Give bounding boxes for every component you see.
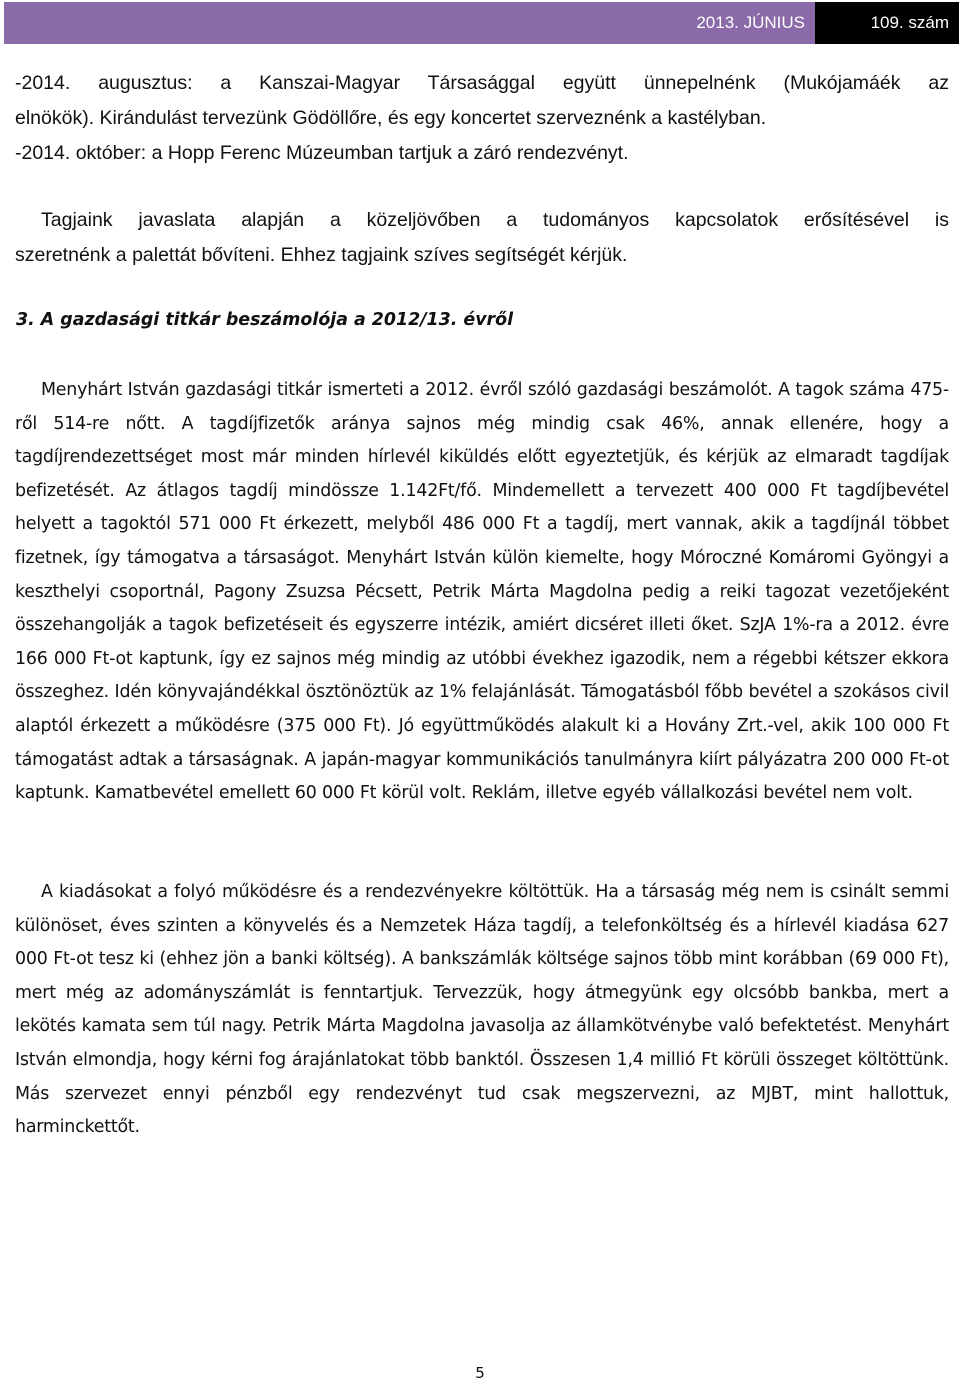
event-line-october: -2014. október: a Hopp Ferenc Múzeumban tartjuk a záró rendezvényt. bbox=[15, 142, 629, 164]
event-line-august: -2014. augusztus: a Kanszai-Magyar Társasággal együtt ünnepelnénk (Mukójamáék az bbox=[15, 72, 949, 94]
page-header bbox=[4, 2, 959, 44]
header-date: 2013. JÚNIUS bbox=[4, 2, 815, 44]
finance-report-paragraph: Menyhárt István gazdasági titkár ismerteti a 2012. évről szóló gazdasági beszámolót. A tagok száma 475-ről 514-re nőtt. A tagdíjfizetők aránya sajnos még mindig csak 46%, annak ellenére, hogy a tagdíjrendezettséget most már minden hírlevél kiküldés előtt egyeztetjük, és kérjük az elmaradt tagdíjak befizetését. Az átlagos tagdíj mindössze 1.142Ft/fő. Mindemellett a tervezett 400 000 Ft tagdíjbevétel helyett a tagoktól 571 000 Ft érkezett, melyből 486 000 Ft a tagdíj, mert vannak, akik a tagdíjnál többet fizetnek, így támogatva a társaságot. Menyhárt István külön kiemelte, hogy Móroczné Komáromi Gyöngyi a keszthelyi csoportnál, Pagony Zsuzsa Pécsett, Petrik Márta Magdolna pedig a reiki tagozat vezetőjeként összehangolják a tagok befizetéseit és egyszerre intézik, amiért dicséret illeti őket. SzJA 1%-ra a 2012. évre 166 000 Ft-ot kaptunk, így ez sajnos még mindig az utóbbi évekhez igazodik, nem a régebbi kétszer ekkora összeghez. Idén könyvajándékkal ösztönöztük az 1% felajánlását. Támogatásból főbb bevétel a szokásos civil alaptól érkezett a működésre (375 000 Ft). Jó együttműködés alakult ki a Hovány Zrt.-vel, akik 100 000 Ft támogatást adtak a társaságnak. A japán-magyar kommunikációs tanulmányra kiírt pályázatra 200 000 Ft-ot kaptunk. Kamatbevétel emellett 60 000 Ft körül volt. Reklám, illetve egyéb vállalkozási bevétel nem volt. bbox=[15, 380, 949, 804]
members-note bbox=[15, 203, 949, 273]
section-heading: 3. A gazdasági titkár beszámolója a 2012/13. évről bbox=[16, 310, 514, 330]
members-note-line1: Tagjaink javaslata alapján a közeljövőben a tudományos kapcsolatok erősítésével is bbox=[41, 209, 949, 231]
event-line-august-cont: elnökök). Kirándulást tervezünk Gödöllőre, és egy koncertet szerveznénk a kastélyban. bbox=[15, 107, 767, 129]
page-number: 5 bbox=[475, 1364, 485, 1382]
expenses-paragraph: A kiadásokat a folyó működésre és a rendezvényekre költöttük. Ha a társaság még nem is csinált semmi különöset, éves szinten a könyvelés és a Nemzetek Háza tagdíj, a telefonköltség és a hírlevél kiadása 627 000 Ft-ot tesz ki (ehhez jön a banki költség). A bankszámlák költsége sajnos több mint korábban (69 000 Ft), mert még az adományszámlát is fenntartjuk. Tervezzük, hogy átmegyünk egy olcsóbb bankba, mert a lekötés kamata sem túl nagy. Petrik Márta Magdolna javasolja az államkötvénybe való befektetést. Menyhárt István elmondja, hogy kérni fog árajánlatokat több banktól. Összesen 1,4 millió Ft körüli összeget költöttünk. Más szervezet ennyi pénzből egy rendezvényt tud csak megszervezni, az MJBT, mint hallottuk, harminckettőt. bbox=[15, 882, 949, 1138]
members-note-line2: szeretnénk a palettát bővíteni. Ehhez tagjaink szíves segítségét kérjük. bbox=[15, 244, 628, 266]
events-list bbox=[15, 66, 949, 171]
header-issue-number: 109. szám bbox=[815, 2, 959, 44]
